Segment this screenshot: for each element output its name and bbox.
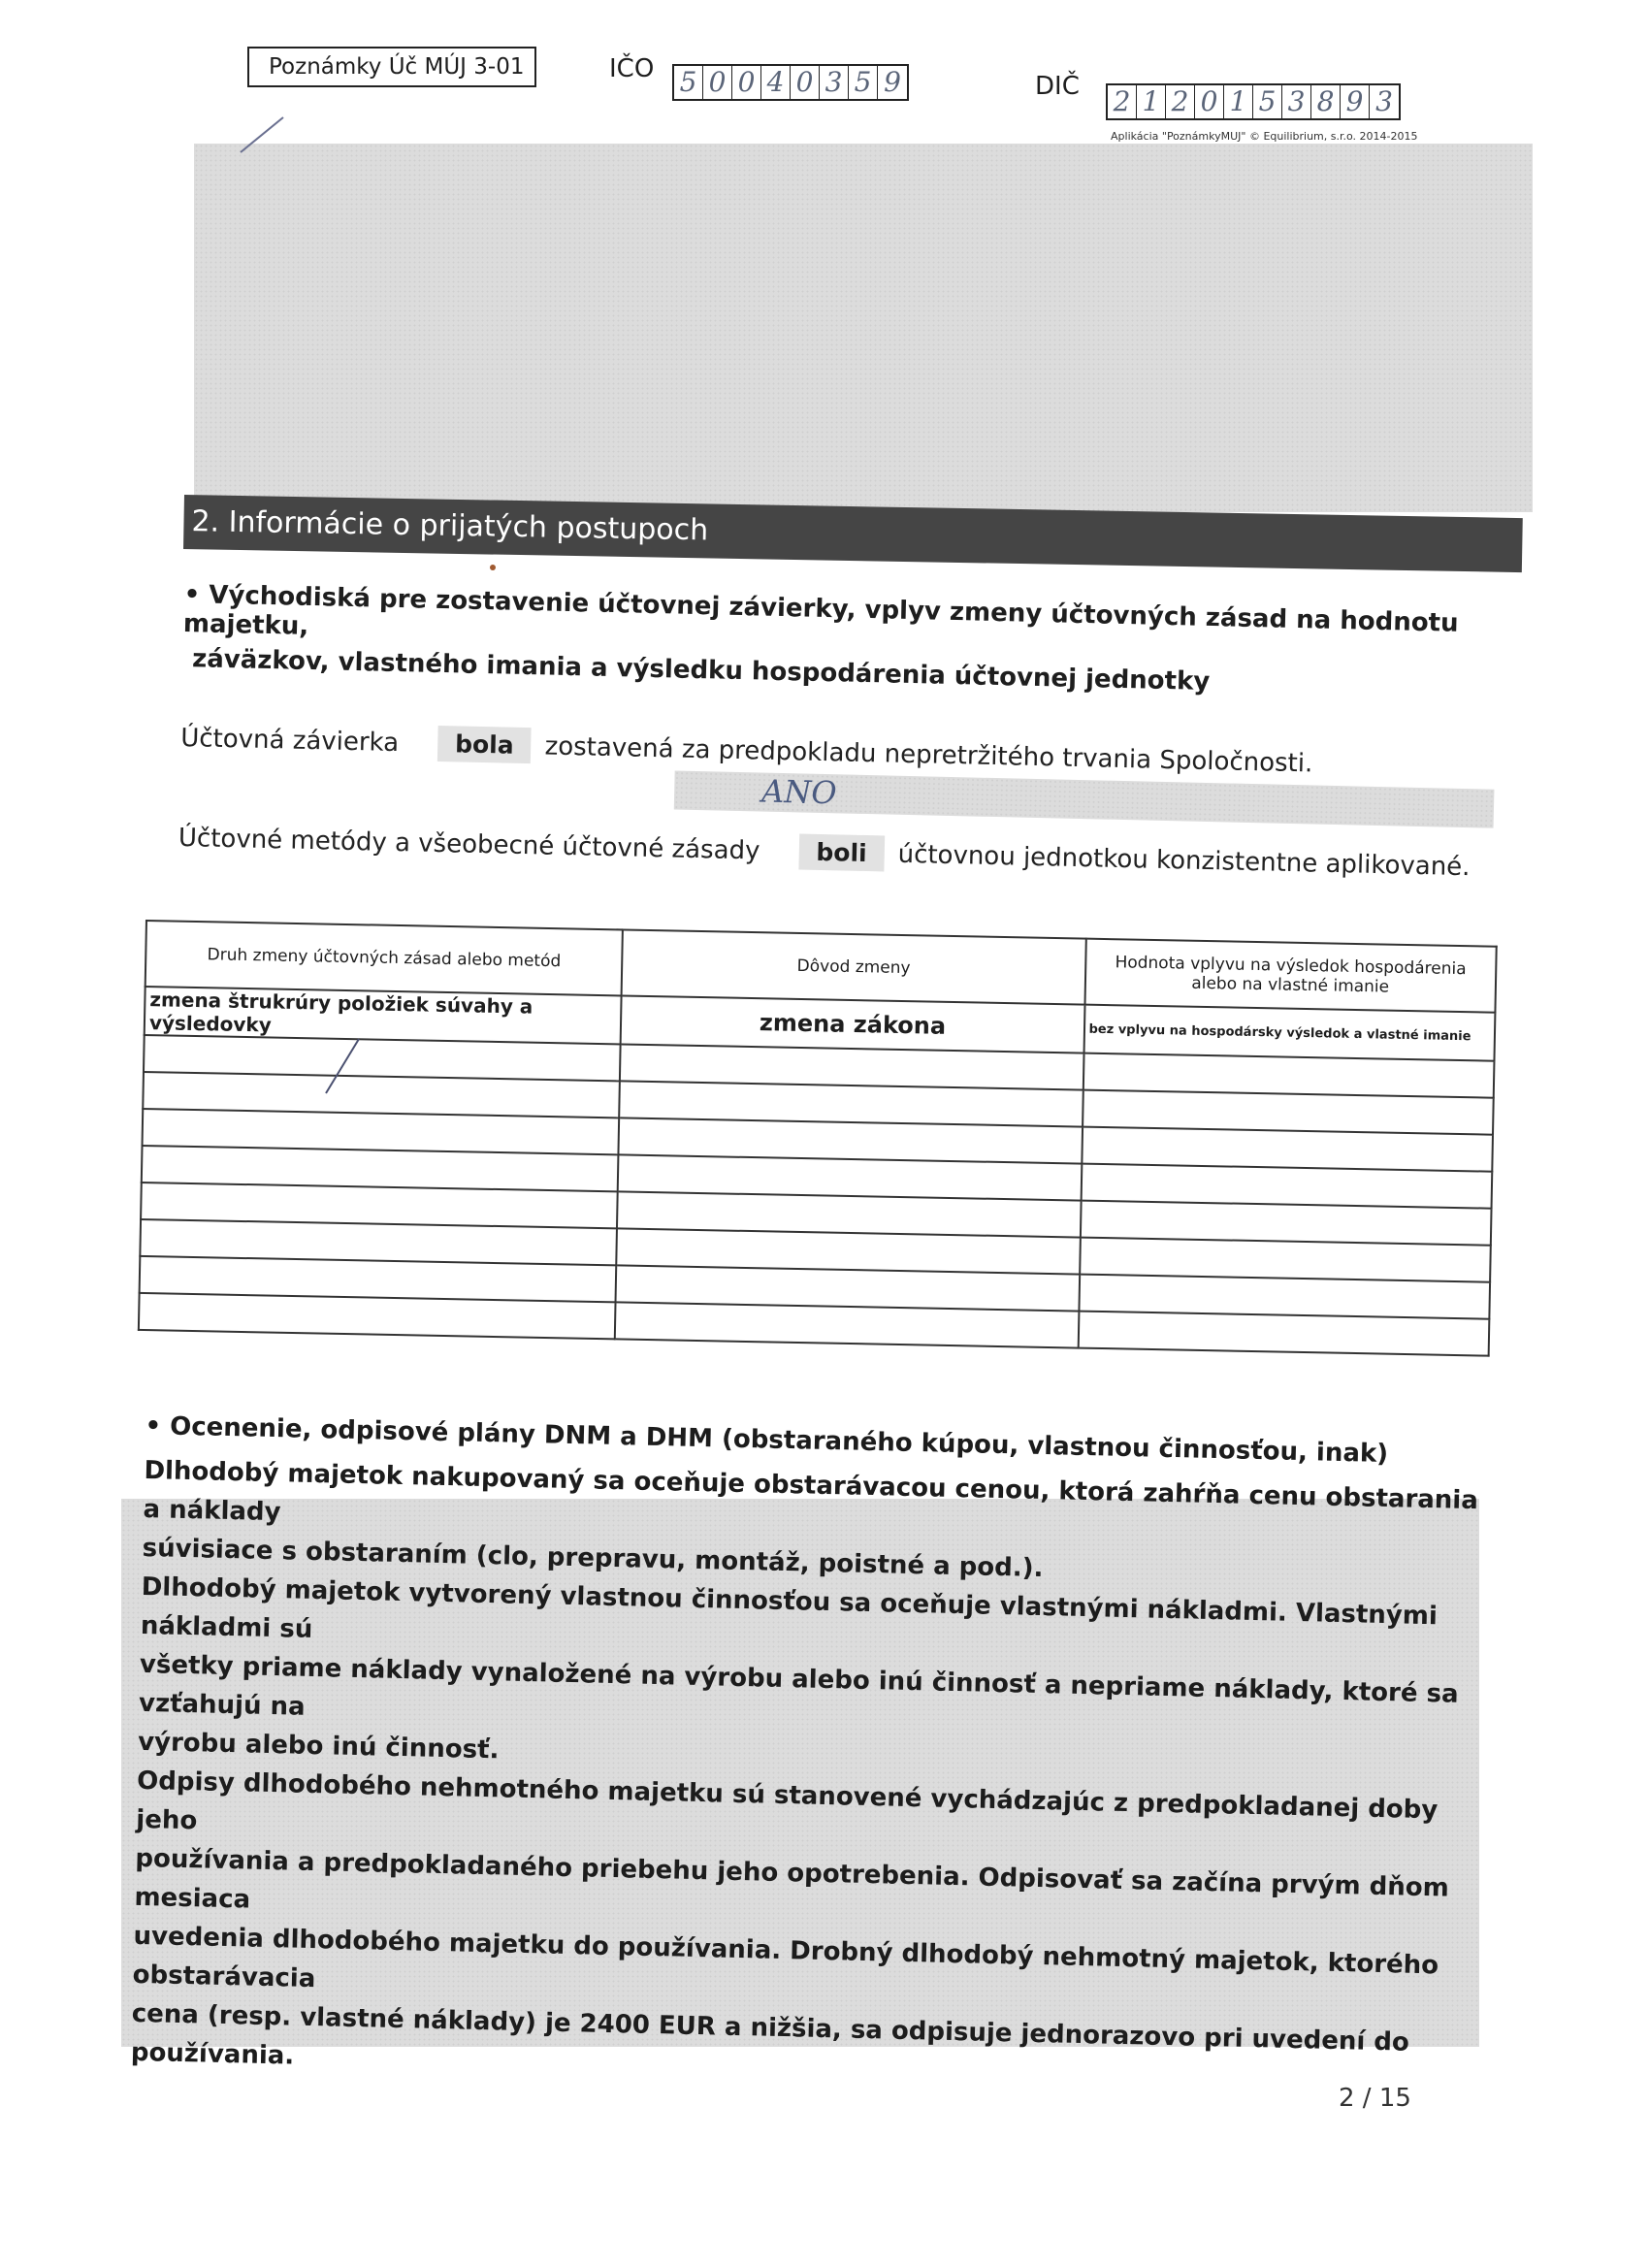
table-cell: zmena zákona [621, 995, 1084, 1053]
dic-digit: 1 [1224, 85, 1253, 118]
table-cell [139, 1293, 616, 1339]
dic-digit: 9 [1341, 85, 1370, 118]
dic-digit: 1 [1137, 85, 1166, 118]
column-header-type: Druh zmeny účtovných zásad alebo metód [146, 921, 624, 995]
subsection-1-heading-2: záväzkov, vlastného imania a výsledku hospodárenia účtovnej jednotky [191, 644, 1211, 697]
dic-digit: 3 [1282, 85, 1311, 118]
ico-digit: 3 [820, 66, 849, 99]
paragraph-line: Dlhodobý majetok nakupovaný sa oceňuje obstarávacou cenou, ktorá zahŕňa cenu obstarania a náklady [143, 1455, 1479, 1528]
ico-digit: 5 [849, 66, 878, 99]
paragraph-line: všetky priame náklady vynaložené na výrobu alebo inú činnosť a nepriame náklady, ktoré sa vzťahujú na [138, 1649, 1459, 1722]
going-concern-value: bola [437, 726, 532, 763]
paragraph-line: Dlhodobý majetok vytvorený vlastnou činnosťou sa oceňuje vlastnými nákladmi. Vlastnými nákladmi sú [140, 1571, 1439, 1644]
ink-dot [490, 565, 496, 570]
page-number: 2 / 15 [1339, 2084, 1411, 2113]
paragraph-line: výrobu alebo inú činnosť. [137, 1727, 500, 1766]
going-concern-prefix: Účtovná závierka [179, 723, 400, 758]
form-code-box [247, 47, 536, 87]
paragraph-line: súvisiace s obstaraním (clo, prepravu, montáž, poistné a pod.). [142, 1533, 1044, 1584]
dic-digit: 5 [1253, 85, 1282, 118]
table-cell: bez vplyvu na hospodársky výsledok a vlastné imanie [1083, 1005, 1495, 1061]
dic-digit: 0 [1195, 85, 1224, 118]
paragraph-line: používania a predpokladaného priebehu jeho opotrebenia. Odpisovať sa začína prvým dňom mesiaca [134, 1843, 1450, 1915]
ico-digit: 4 [761, 66, 791, 99]
table-cell [1078, 1312, 1489, 1356]
ico-digit: 0 [703, 66, 732, 99]
ico-digit: 5 [674, 66, 703, 99]
column-header-impact: Hodnota vplyvu na výsledok hospodárenia alebo na vlastné imanie [1084, 939, 1497, 1013]
ico-digit: 9 [884, 66, 901, 98]
paragraph-line: Odpisy dlhodobého nehmotného majetku sú stanovené vychádzajúc z predpokladanej doby jeho [135, 1766, 1439, 1836]
table-cell [615, 1302, 1079, 1347]
ico-label: IČO [609, 54, 655, 83]
dic-digit: 2 [1166, 85, 1195, 118]
redacted-block-top [194, 144, 1533, 512]
paragraph-line: uvedenia dlhodobého majetku do používania. Drobný dlhodobý nehmotný majetok, ktorého obstarávacia [132, 1921, 1439, 1994]
dic-digit: 2 [1108, 85, 1137, 118]
dic-digit: 8 [1311, 85, 1341, 118]
subsection-2-heading: • Ocenenie, odpisové plány DNM a DHM (obstaraného kúpou, vlastnou činnosťou, inak) [145, 1410, 1389, 1470]
dic-digits [1106, 83, 1401, 120]
dic-label: DIČ [1035, 72, 1080, 101]
handwritten-ano: ANO [760, 772, 837, 812]
table-cell: zmena štrukrúry položiek súvahy a výsledovky [145, 987, 622, 1044]
subsection-1-heading-1: • Východiská pre zostavenie účtovnej závierky, vplyv zmeny účtovných zásad na hodnotu majetku, [182, 580, 1459, 641]
dic-digit: 3 [1375, 85, 1393, 117]
ico-digit: 0 [732, 66, 761, 99]
handwritten-stroke [233, 112, 291, 160]
ico-digit: 0 [791, 66, 820, 99]
ico-digits [672, 64, 909, 101]
changes-table [138, 920, 1498, 1357]
consistency-value: boli [798, 833, 885, 871]
paragraph-line: cena (resp. vlastné náklady) je 2400 EUR a nižšia, sa odpisuje jednorazovo pri uvedení do používania. [130, 1998, 1410, 2071]
consistency-suffix: účtovnou jednotkou konzistentne aplikované. [897, 839, 1471, 882]
subsection-2 [130, 1407, 1483, 2102]
consistency-row [178, 820, 1517, 886]
handwritten-slash [320, 1033, 369, 1101]
form-code: Poznámky Úč MÚJ 3-01 [269, 54, 525, 80]
app-note: Aplikácia "PoznámkyMUJ" © Equilibrium, s.r.o. 2014-2015 [1111, 130, 1418, 143]
changes-table-wrap [138, 920, 1498, 1357]
going-concern-suffix: zostavená za predpokladu nepretržitého trvania Spoločnosti. [544, 730, 1313, 778]
subsection-1 [178, 580, 1523, 886]
section-title: 2. Informácie o prijatých postupoch [191, 504, 709, 548]
column-header-reason: Dôvod zmeny [622, 929, 1085, 1004]
consistency-prefix: Účtovné metódy a všeobecné účtovné zásady [178, 823, 760, 866]
